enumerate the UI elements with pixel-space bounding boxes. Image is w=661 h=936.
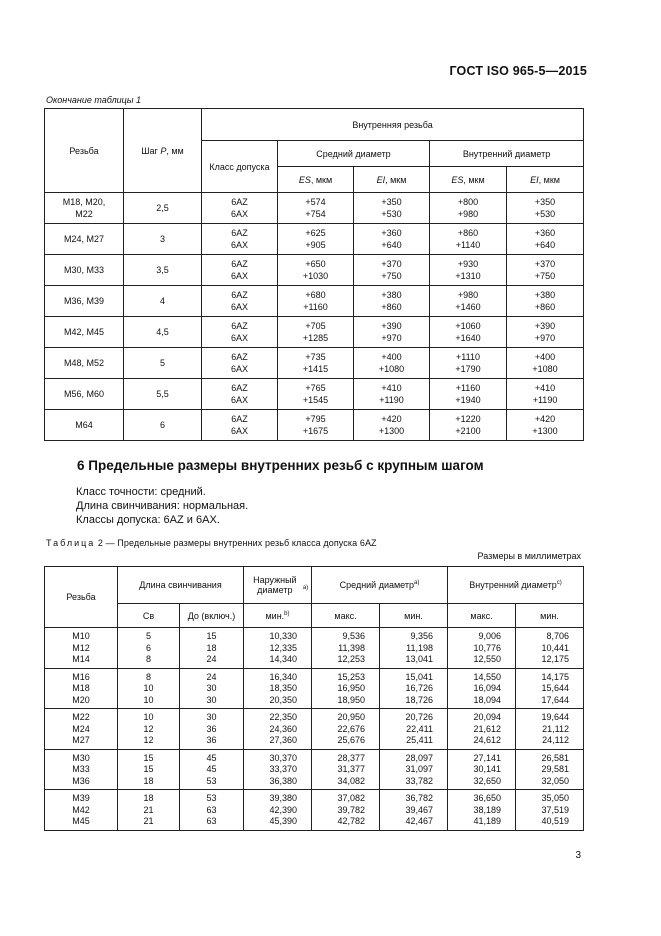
cell-over: 15 15 18 xyxy=(118,749,180,790)
cell-ei-d2: +410 +1190 xyxy=(354,379,430,410)
table2-caption-text: 2 — Предельные размеры внутренних резьб класса допуска 6AZ xyxy=(95,538,377,548)
cell-ei-d1: +360 +640 xyxy=(507,224,584,255)
cell-over: 5 6 8 xyxy=(118,628,180,669)
cell-ei-d2: +360 +640 xyxy=(354,224,430,255)
cell-thread: M24, M27 xyxy=(45,224,124,255)
t2-header-minor-note: c) xyxy=(556,580,562,586)
cell-pitch: 6 xyxy=(124,410,202,441)
cell-cls: 6AZ 6AX xyxy=(202,255,278,286)
table1-caption: Окончание таблицы 1 xyxy=(46,95,141,105)
cell-thread: M22 M24 M27 xyxy=(45,709,118,750)
cell-d2-min: 15,041 16,726 18,726 xyxy=(380,668,448,709)
cell-ei-d1: +410 +1190 xyxy=(507,379,584,410)
cell-upto: 24 30 30 xyxy=(180,668,244,709)
cell-pitch: 5,5 xyxy=(124,379,202,410)
t2-header-minor-label: Внутренний диаметр xyxy=(469,580,557,590)
cell-ei-d1: +380 +860 xyxy=(507,286,584,317)
col-header-pitch: Шаг P, мм xyxy=(124,109,202,193)
t2-header-over: Св xyxy=(118,604,180,628)
cell-cls: 6AZ 6AX xyxy=(202,379,278,410)
table2-group xyxy=(45,749,584,790)
cell-major-min: 39,380 42,390 45,390 xyxy=(244,790,312,831)
cell-thread: M16 M18 M20 xyxy=(45,668,118,709)
t2-header-d1-max: макс. xyxy=(448,604,516,628)
cell-es-d1: +1220 +2100 xyxy=(430,410,507,441)
col-header-pitch-diameter: Средний диаметр xyxy=(278,141,430,167)
t2-header-thread: Резьба xyxy=(45,567,118,628)
table1 xyxy=(44,108,584,441)
cell-es-d1: +1160 +1940 xyxy=(430,379,507,410)
cell-d1-min: 8,706 10,441 12,175 xyxy=(516,628,584,669)
cell-d2-max: 15,253 16,950 18,950 xyxy=(312,668,380,709)
t2-header-major-label: Наружный диаметр xyxy=(253,575,297,595)
table2-group xyxy=(45,790,584,831)
cell-d1-min: 26,581 29,581 32,050 xyxy=(516,749,584,790)
cell-d1-max: 20,094 21,612 24,612 xyxy=(448,709,516,750)
cell-es-d1: +1060 +1640 xyxy=(430,317,507,348)
t2-header-d2-max: макс. xyxy=(312,604,380,628)
cell-d1-min: 19,644 21,112 24,112 xyxy=(516,709,584,750)
table2-units-note: Размеры в миллиметрах xyxy=(477,551,581,561)
cell-upto: 45 45 53 xyxy=(180,749,244,790)
cell-es-d2: +705 +1285 xyxy=(278,317,354,348)
table-row xyxy=(45,193,584,224)
col-header-thread: Резьба xyxy=(45,109,124,193)
cell-d2-min: 36,782 39,467 42,467 xyxy=(380,790,448,831)
t2-header-minor-diameter xyxy=(448,567,584,604)
t2-header-engagement: Длина свинчивания xyxy=(118,567,244,604)
t2-header-major-min-label: мин. xyxy=(265,610,285,621)
page-number: 3 xyxy=(575,850,581,861)
table-row xyxy=(45,255,584,286)
cell-d1-max: 14,550 16,094 18,094 xyxy=(448,668,516,709)
cell-es-d1: +930 +1310 xyxy=(430,255,507,286)
col-header-es-d2: ES, мкм xyxy=(278,167,354,193)
table2-group xyxy=(45,709,584,750)
cell-pitch: 2,5 xyxy=(124,193,202,224)
paragraph-tolerance-classes: Классы допуска: 6AZ и 6AX. xyxy=(76,514,220,526)
col-header-minor-diameter: Внутренний диаметр xyxy=(430,141,584,167)
cell-ei-d2: +400 +1080 xyxy=(354,348,430,379)
cell-ei-d2: +350 +530 xyxy=(354,193,430,224)
cell-ei-d2: +380 +860 xyxy=(354,286,430,317)
cell-thread: M56, M60 xyxy=(45,379,124,410)
table-row xyxy=(45,628,584,669)
cell-d2-min: 28,097 31,097 33,782 xyxy=(380,749,448,790)
cell-ei-d1: +370 +750 xyxy=(507,255,584,286)
table-row xyxy=(45,410,584,441)
cell-major-min: 16,340 18,350 20,350 xyxy=(244,668,312,709)
cell-pitch: 5 xyxy=(124,348,202,379)
table-row xyxy=(45,790,584,831)
cell-es-d2: +574 +754 xyxy=(278,193,354,224)
cell-es-d2: +765 +1545 xyxy=(278,379,354,410)
cell-thread: M39 M42 M45 xyxy=(45,790,118,831)
col-header-es-d1: ES, мкм xyxy=(430,167,507,193)
cell-upto: 53 63 63 xyxy=(180,790,244,831)
cell-es-d2: +680 +1160 xyxy=(278,286,354,317)
cell-ei-d2: +370 +750 xyxy=(354,255,430,286)
cell-es-d2: +650 +1030 xyxy=(278,255,354,286)
cell-ei-d2: +390 +970 xyxy=(354,317,430,348)
cell-upto: 30 36 36 xyxy=(180,709,244,750)
cell-d2-max: 28,377 31,377 34,082 xyxy=(312,749,380,790)
cell-over: 18 21 21 xyxy=(118,790,180,831)
cell-es-d2: +625 +905 xyxy=(278,224,354,255)
cell-d2-max: 20,950 22,676 25,676 xyxy=(312,709,380,750)
cell-d2-min: 20,726 22,411 25,411 xyxy=(380,709,448,750)
t2-header-d2-min: мин. xyxy=(380,604,448,628)
cell-thread: M10 M12 M14 xyxy=(45,628,118,669)
col-header-internal-thread: Внутренняя резьба xyxy=(202,109,584,141)
t2-header-major-min-note: b) xyxy=(284,610,290,617)
section-6-title: 6 Предельные размеры внутренних резьб с крупным шагом xyxy=(77,458,484,473)
cell-pitch: 3,5 xyxy=(124,255,202,286)
cell-thread: M30, M33 xyxy=(45,255,124,286)
table2-caption-word: Таблица xyxy=(46,538,96,548)
table-row xyxy=(45,749,584,790)
t2-header-pitch-diameter xyxy=(312,567,448,604)
cell-over: 10 12 12 xyxy=(118,709,180,750)
cell-thread: M64 xyxy=(45,410,124,441)
cell-es-d1: +800 +980 xyxy=(430,193,507,224)
cell-thread: M48, M52 xyxy=(45,348,124,379)
cell-es-d2: +735 +1415 xyxy=(278,348,354,379)
cell-cls: 6AZ 6AX xyxy=(202,348,278,379)
cell-d1-min: 35,050 37,519 40,519 xyxy=(516,790,584,831)
cell-d2-min: 9,356 11,198 13,041 xyxy=(380,628,448,669)
cell-major-min: 30,370 33,370 36,380 xyxy=(244,749,312,790)
cell-d2-max: 37,082 39,782 42,782 xyxy=(312,790,380,831)
cell-thread: M30 M33 M36 xyxy=(45,749,118,790)
document-header: ГОСТ ISO 965-5—2015 xyxy=(449,64,587,78)
cell-ei-d2: +420 +1300 xyxy=(354,410,430,441)
table-row xyxy=(45,668,584,709)
cell-d1-max: 9,006 10,776 12,550 xyxy=(448,628,516,669)
table-row xyxy=(45,709,584,750)
cell-es-d1: +980 +1460 xyxy=(430,286,507,317)
table2-group xyxy=(45,628,584,669)
cell-ei-d1: +390 +970 xyxy=(507,317,584,348)
cell-ei-d1: +400 +1080 xyxy=(507,348,584,379)
table-row xyxy=(45,348,584,379)
table-row xyxy=(45,224,584,255)
t2-header-major-min xyxy=(244,604,312,628)
cell-thread: M36, M39 xyxy=(45,286,124,317)
table-row xyxy=(45,317,584,348)
cell-major-min: 10,330 12,335 14,340 xyxy=(244,628,312,669)
t2-header-pitch-label: Средний диаметр xyxy=(339,580,415,590)
t2-header-pitch-note: a) xyxy=(414,580,420,586)
paragraph-accuracy-class: Класс точности: средний. xyxy=(76,486,206,498)
cell-d1-min: 14,175 15,644 17,644 xyxy=(516,668,584,709)
cell-cls: 6AZ 6AX xyxy=(202,317,278,348)
t2-header-upto: До (включ.) xyxy=(180,604,244,628)
cell-ei-d1: +420 +1300 xyxy=(507,410,584,441)
cell-cls: 6AZ 6AX xyxy=(202,286,278,317)
col-header-ei-d1: EI, мкм xyxy=(507,167,584,193)
table-row xyxy=(45,379,584,410)
cell-thread: M18, M20, M22 xyxy=(45,193,124,224)
cell-d1-max: 27,141 30,141 32,650 xyxy=(448,749,516,790)
cell-ei-d1: +350 +530 xyxy=(507,193,584,224)
cell-major-min: 22,350 24,360 27,360 xyxy=(244,709,312,750)
cell-d2-max: 9,536 11,398 12,253 xyxy=(312,628,380,669)
paragraph-engagement-length: Длина свинчивания: нормальная. xyxy=(76,500,249,512)
cell-es-d1: +1110 +1790 xyxy=(430,348,507,379)
table2-group xyxy=(45,668,584,709)
col-header-ei-d2: EI, мкм xyxy=(354,167,430,193)
cell-pitch: 4 xyxy=(124,286,202,317)
cell-pitch: 4,5 xyxy=(124,317,202,348)
cell-d1-max: 36,650 38,189 41,189 xyxy=(448,790,516,831)
t2-header-d1-min: мин. xyxy=(516,604,584,628)
table-row xyxy=(45,286,584,317)
cell-es-d2: +795 +1675 xyxy=(278,410,354,441)
col-header-tolerance-class: Класс допуска xyxy=(202,141,278,193)
cell-pitch: 3 xyxy=(124,224,202,255)
table2 xyxy=(44,566,584,831)
table2-caption xyxy=(46,538,377,548)
cell-thread: M42, M45 xyxy=(45,317,124,348)
cell-cls: 6AZ 6AX xyxy=(202,410,278,441)
cell-es-d1: +860 +1140 xyxy=(430,224,507,255)
cell-cls: 6AZ 6AX xyxy=(202,193,278,224)
cell-over: 8 10 10 xyxy=(118,668,180,709)
cell-cls: 6AZ 6AX xyxy=(202,224,278,255)
t2-header-major-note: a) xyxy=(302,585,309,591)
t2-header-major xyxy=(244,567,312,604)
cell-upto: 15 18 24 xyxy=(180,628,244,669)
